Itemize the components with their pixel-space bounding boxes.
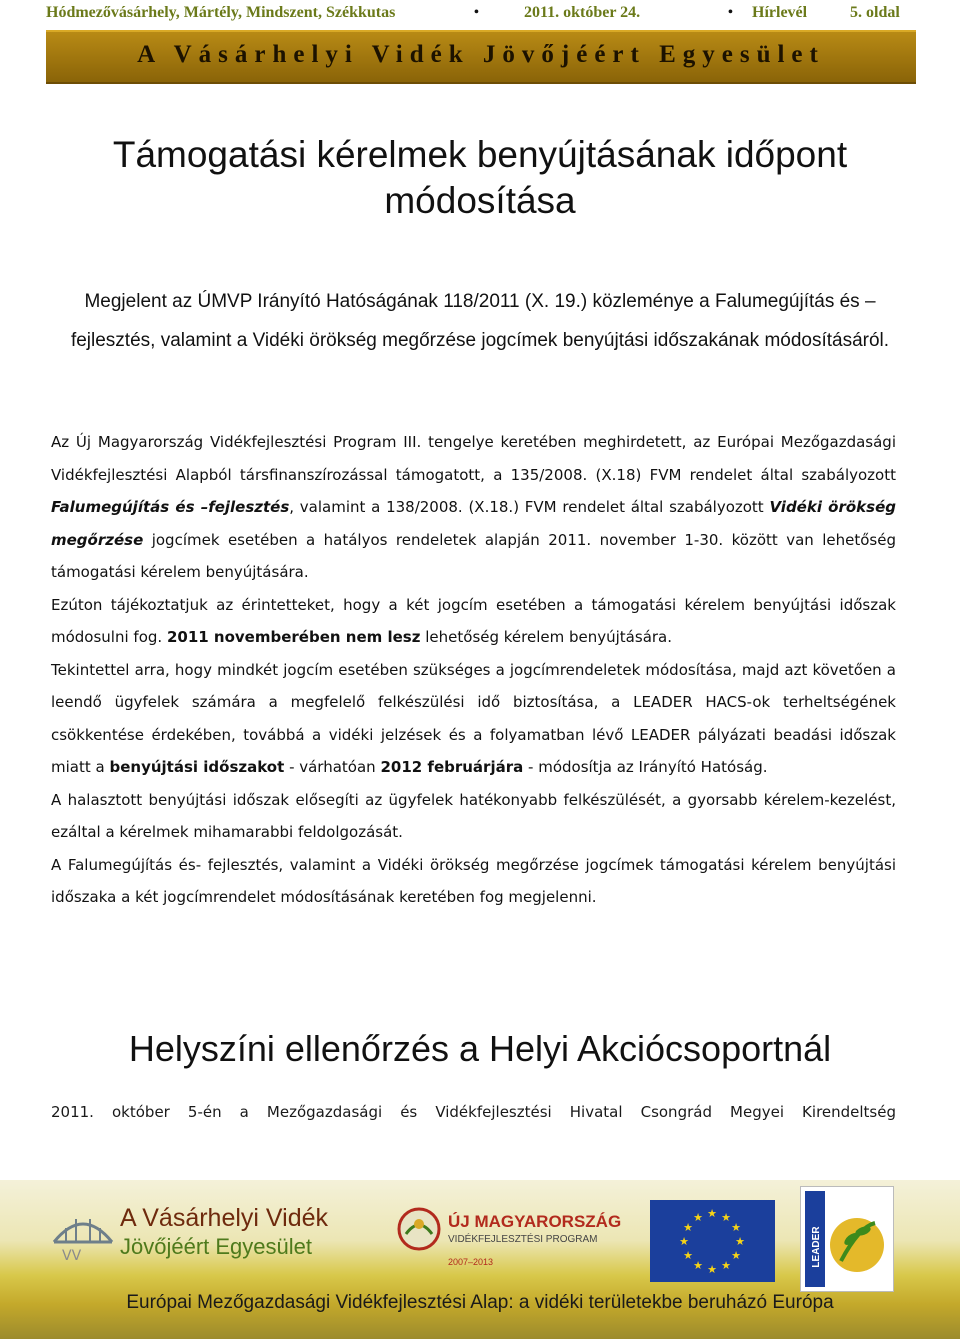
- paragraph-5: A Falumegújítás és- fejlesztés, valamint a Vidéki örökség megőrzése jogcímek támogatási kérelem benyújtási időszaka a két jogcímrendelet módosításának keretében fog megjelenni.: [51, 855, 896, 906]
- banner-title: A Vásárhelyi Vidék Jövőjéért Egyesület: [137, 41, 825, 68]
- p3-text-c: - várhatóan: [289, 758, 376, 776]
- umvp-years: 2007–2013: [448, 1257, 494, 1267]
- p3-text-e: - módosítja az Irányító Hatóság.: [528, 758, 768, 776]
- svg-text:★: ★: [683, 1221, 693, 1234]
- running-header: [46, 4, 916, 26]
- p1-text-a: Az Új Magyarország Vidékfejlesztési Program III. tengelye keretében meghirdetett, az Európai Mezőgazdasági Vidékfejlesztési Alapból társfinanszírozással támogatott, a 135/2008. (X.18) FVM rendelet által szabályozott: [51, 433, 896, 484]
- paragraph-2: [51, 589, 896, 654]
- svg-text:★: ★: [707, 1263, 717, 1276]
- eu-stars-icon: [650, 1200, 775, 1282]
- header-bullet-2: •: [728, 5, 733, 20]
- header-date: 2011. október 24.: [524, 4, 641, 21]
- eu-flag-icon: [650, 1200, 775, 1282]
- p1-text-c: , valamint a 138/2008. (X.18.) FVM rendelet által szabályozott: [289, 498, 764, 516]
- paragraph-1: [51, 426, 896, 589]
- p1-emphasis-videki-orokseg: Vidéki örökség megőrzése: [51, 498, 896, 549]
- svg-text:★: ★: [721, 1211, 731, 1224]
- svg-text:★: ★: [721, 1259, 731, 1272]
- p3-text-a: Tekintettel arra, hogy mindkét jogcím esetében szükséges a jogcímrendeletek módosítása, majd azt követően a leendő ügyfelek számára a megfelelő felkészülési idő biztosítása, a LEADER HACS-ok terheltségének csökkentése érdekében, továbbá a vidéki jelzések és a folyamatban lévő LEADER pályázati beadási időszak miatt a: [51, 660, 896, 776]
- second-article-title: Helyszíni ellenőrzés a Helyi Akciócsoportnál: [128, 1028, 832, 1069]
- article-title: Támogatási kérelmek benyújtásának időpont módosítása: [112, 134, 848, 221]
- association-banner: [46, 30, 916, 84]
- leader-label: LEADER: [811, 1226, 822, 1268]
- p3-emphasis-period: benyújtási időszakot: [109, 758, 285, 776]
- header-page-number: 5. oldal: [850, 4, 900, 21]
- svg-text:★: ★: [731, 1249, 741, 1262]
- svg-text:★: ★: [679, 1235, 689, 1248]
- leader-emblem-icon: [801, 1187, 893, 1291]
- p1-text-e: jogcímek esetében a hatályos rendeletek alapján 2011. november 1-30. között van lehetőség támogatási kérelem benyújtására.: [51, 530, 896, 581]
- article-body: [51, 426, 896, 914]
- footer-banner: [0, 1180, 960, 1339]
- umvp-emblem-icon: [396, 1206, 442, 1252]
- uj-magyarorszag-logo: [390, 1188, 630, 1278]
- header-publication: Hírlevél: [752, 4, 808, 21]
- eafrd-tagline: Európai Mezőgazdasági Vidékfejlesztési Alap: a vidéki területekbe beruházó Európa: [126, 1292, 834, 1313]
- umvp-title: ÚJ MAGYARORSZÁG: [448, 1212, 622, 1231]
- p2-text-a: Ezúton tájékoztatjuk az érintetteket, hogy a két jogcím esetében a támogatási kérelem benyújtási időszak módosulni fog.: [51, 595, 896, 646]
- header-bullet: •: [474, 5, 479, 20]
- second-article-text: 2011. október 5-én a Mezőgazdasági és Vidékfejlesztési Hivatal Csongrád Megyei Kirendeltség: [51, 1103, 896, 1121]
- svg-text:★: ★: [693, 1211, 703, 1224]
- paragraph-3: [51, 654, 896, 784]
- p3-emphasis-date: 2012 februárjára: [380, 758, 524, 776]
- p2-text-c: lehetőség kérelem benyújtására.: [425, 628, 673, 646]
- header-location: Hódmezővásárhely, Mártély, Mindszent, Székkutas: [46, 4, 396, 21]
- association-logo: [52, 1194, 352, 1269]
- p1-emphasis-falumegujitas: Falumegújítás és –fejlesztés: [51, 498, 290, 516]
- article-intro: Megjelent az ÚMVP Irányító Hatóságának 118/2011 (X. 19.) közleménye a Falumegújítás és –fejlesztés, valamint a Vidéki örökség megőrzése jogcímek benyújtási időszakának módosításáról.: [70, 291, 890, 351]
- svg-text:★: ★: [693, 1259, 703, 1272]
- umvp-subtitle: VIDÉKFEJLESZTÉSI PROGRAM: [448, 1234, 598, 1245]
- svg-text:★: ★: [707, 1207, 717, 1220]
- svg-text:★: ★: [731, 1221, 741, 1234]
- paragraph-4: A halasztott benyújtási időszak elősegíti az ügyfelek hatékonyabb felkészülését, a gyorsabb kérelem-kezelést, ezáltal a kérelmek mihamarabbi feldolgozását.: [51, 790, 896, 841]
- p2-emphasis: 2011 novemberében nem lesz: [166, 628, 421, 646]
- bridge-icon: [52, 1202, 114, 1262]
- svg-text:★: ★: [735, 1235, 745, 1248]
- svg-text:★: ★: [683, 1249, 693, 1262]
- association-logo-line1: A Vásárhelyi Vidék: [120, 1204, 328, 1232]
- svg-text:VV: VV: [62, 1248, 82, 1262]
- association-logo-line2: Jövőjéért Egyesület: [120, 1234, 312, 1259]
- leader-logo: [800, 1186, 894, 1292]
